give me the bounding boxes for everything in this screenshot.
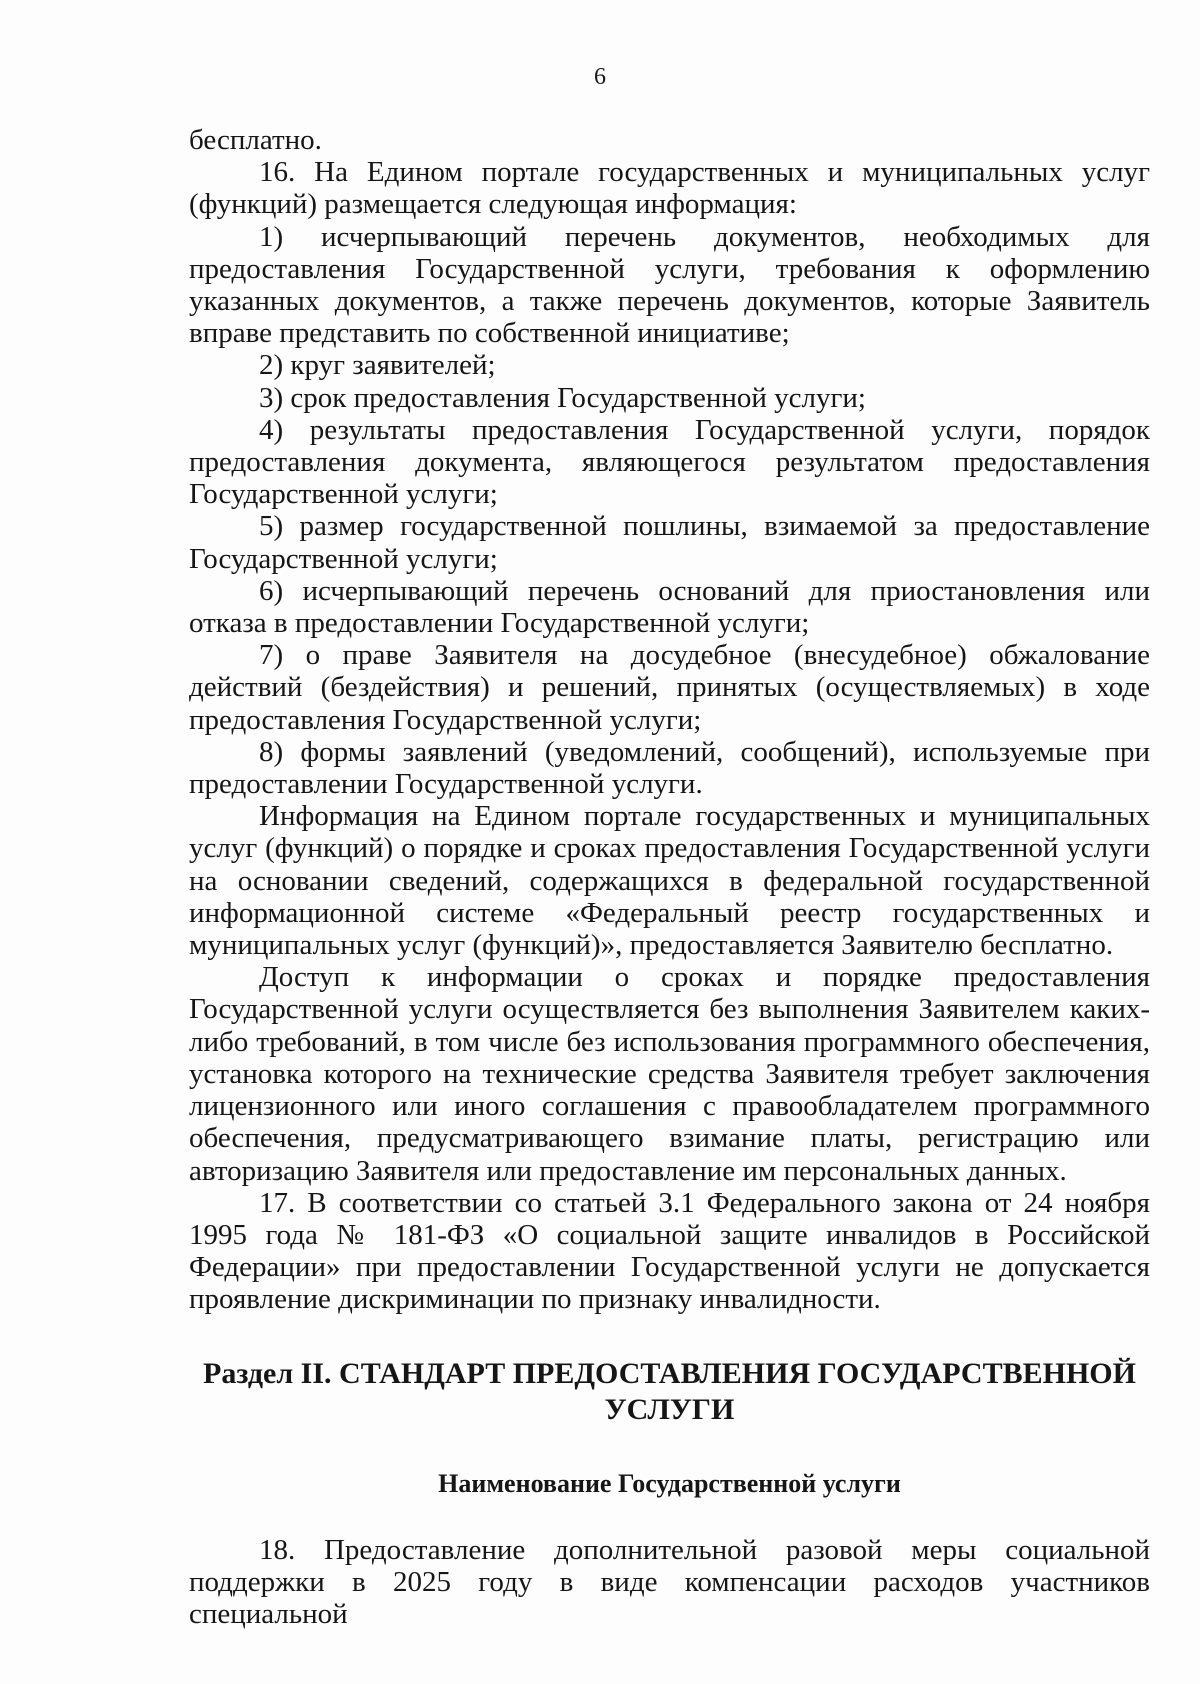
paragraph-17: 17. В соответствии со статьей 3.1 Федерального закона от 24 ноября 1995 года № 181-ФЗ «О социальной защите инвалидов в Российской Федерации» при предоставлении Государственной услуги не допускается проявление дискриминации по признаку инвалидности. — [189, 1186, 1150, 1316]
list-item-2: 2) круг заявителей; — [259, 349, 496, 382]
list-item-5: 5) размер государственной пошлины, взимаемой за предоставление Государственной услуги; — [189, 510, 1150, 575]
list-item-3: 3) срок предоставления Государственной услуги; — [259, 381, 866, 414]
paragraph-16: 16. На Едином портале государственных и муниципальных услуг (функций) размещается следующая информация: — [189, 156, 1150, 221]
list-item-8: 8) формы заявлений (уведомлений, сообщений), используемые при предоставлении Государственной услуги. — [189, 735, 1150, 801]
list-item-7: 7) о праве Заявителя на досудебное (внесудебное) обжалование действий (бездействия) и решений, принятых (осуществляемых) в ходе предоставления Государственной услуги; — [189, 639, 1150, 736]
list-item-6: 6) исчерпывающий перечень оснований для приостановления или отказа в предоставлении Государственной услуги; — [189, 574, 1150, 640]
lead-text: бесплатно. — [189, 124, 322, 156]
section-title — [189, 1356, 1150, 1428]
paragraph-18: 18. Предоставление дополнительной разовой меры социальной поддержки в 2025 году в виде компенсации расходов участников специальной — [189, 1533, 1150, 1630]
page-number: 6 — [594, 64, 606, 90]
section-title-line-2: УСЛУГИ — [604, 1392, 735, 1426]
list-item-4: 4) результаты предоставления Государственной услуги, порядок предоставления документа, являющегося результатом предоставления Государственной услуги; — [189, 413, 1150, 511]
access-info-paragraph: Доступ к информации о сроках и порядке предоставления Государственной услуги осуществляется без выполнения Заявителем каких-либо требований, в том числе без использования программного обеспечения, установка которого на технические средства Заявителя требует заключения лицензионного или иного соглашения с правообладателем программного обеспечения, предусматривающего взимание платы, регистрацию или авторизацию Заявителя или предоставление им персональных данных. — [189, 961, 1150, 1187]
subsection-title: Наименование Государственной услуги — [438, 1468, 901, 1498]
section-title-line-1: Раздел II. СТАНДАРТ ПРЕДОСТАВЛЕНИЯ ГОСУДАРСТВЕННОЙ — [203, 1356, 1136, 1390]
document-body — [189, 124, 1150, 1630]
list-item-1: 1) исчерпывающий перечень документов, необходимых для предоставления Государственной услуги, требования к оформлению указанных документов, а также перечень документов, которые Заявитель вправе представить по собственной инициативе; — [189, 220, 1150, 350]
portal-info-paragraph: Информация на Едином портале государственных и муниципальных услуг (функций) о порядке и сроках предоставления Государственной услуги на основании сведений, содержащихся в федеральной государственной информационной системе «Федеральный реестр государственных и муниципальных услуг (функций)», предоставляется Заявителю бесплатно. — [189, 800, 1150, 962]
